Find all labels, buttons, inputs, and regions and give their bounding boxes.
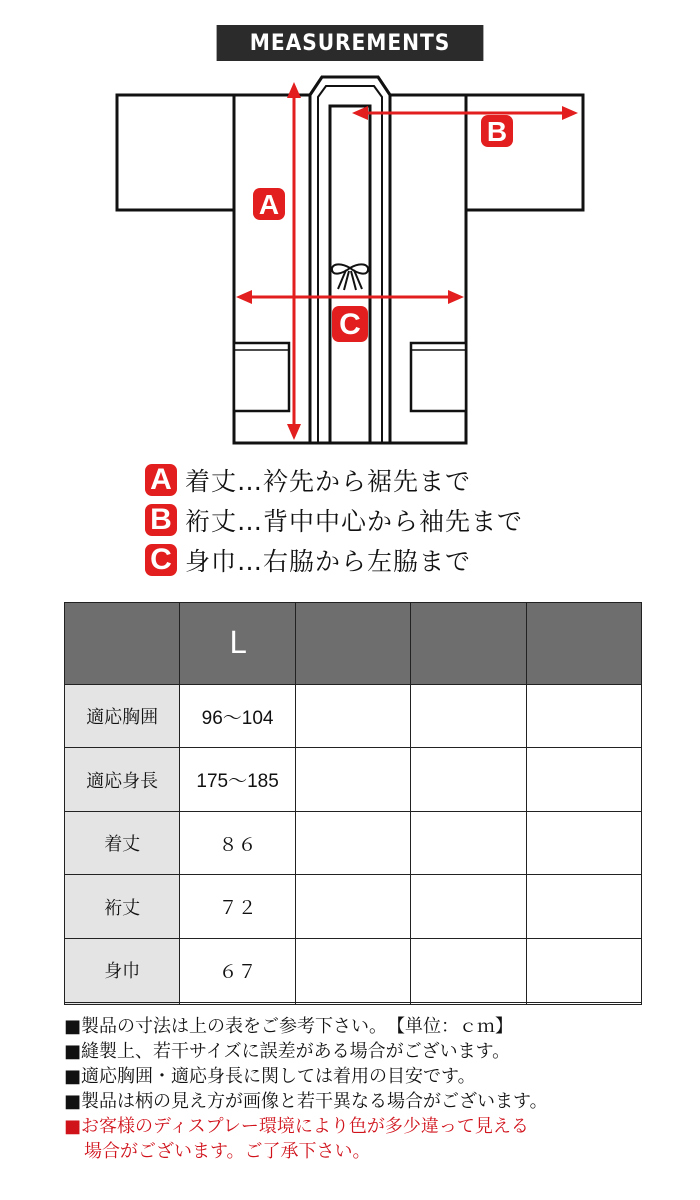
table-cell <box>411 875 526 939</box>
table-cell <box>526 684 641 748</box>
table-cell <box>526 939 641 1003</box>
marker-a <box>253 188 285 220</box>
left-pocket <box>234 343 289 411</box>
table-cell: ７２ <box>180 875 295 939</box>
row-label: 着丈 <box>65 811 180 875</box>
table-cell <box>411 811 526 875</box>
table-row <box>65 684 642 748</box>
header-cell-size-l: L <box>180 603 295 685</box>
table-cell <box>526 748 641 812</box>
table-cell <box>526 811 641 875</box>
table-cell <box>295 939 410 1003</box>
note-tolerance: ■縫製上、若干サイズに誤差がある場合がございます。 <box>64 1041 511 1062</box>
size-table-header <box>65 603 642 685</box>
note-display-color: ■お客様のディスプレー環境により色が多少違って見える <box>64 1116 529 1137</box>
row-label: 裄丈 <box>65 875 180 939</box>
legend-badge-a: A <box>145 464 177 496</box>
notes-section <box>64 1014 694 1164</box>
table-row <box>65 939 642 1003</box>
note-unit: ■製品の寸法は上の表をご参考下さい。 【単位：ｃｍ】 <box>64 1016 514 1037</box>
table-row <box>65 748 642 812</box>
row-label: 身巾 <box>65 939 180 1003</box>
table-cell <box>295 811 410 875</box>
table-row <box>65 875 642 939</box>
table-cell <box>526 875 641 939</box>
legend-item-a <box>145 462 665 498</box>
row-label: 適応胸囲 <box>65 684 180 748</box>
header-cell-4 <box>526 603 641 685</box>
svg-text:B: B <box>486 116 508 147</box>
table-cell <box>526 1002 641 1004</box>
legend-item-c <box>145 542 665 578</box>
svg-text:C: C <box>339 308 361 341</box>
table-cell <box>180 1002 295 1004</box>
note-pattern: ■製品は柄の見え方が画像と若干異なる場合がございます。 <box>64 1091 548 1112</box>
table-cell <box>295 1002 410 1004</box>
measurement-legend <box>145 462 665 582</box>
table-cell <box>411 748 526 812</box>
legend-text-c: 身巾…右脇から左脇まで <box>185 547 472 576</box>
legend-badge-c: C <box>145 544 177 576</box>
row-label <box>65 1002 180 1004</box>
legend-text-a: 着丈…衿先から裾先まで <box>185 467 472 496</box>
note-display-color-cont: 場合がございます。ご了承下さい。 <box>84 1141 371 1162</box>
table-cell <box>295 875 410 939</box>
table-cell <box>295 684 410 748</box>
table-cell: 96〜104 <box>180 684 295 748</box>
table-cell: ６７ <box>180 939 295 1003</box>
legend-item-b <box>145 502 665 538</box>
measurements-header: MEASUREMENTS <box>217 25 484 61</box>
svg-text:A: A <box>258 189 280 220</box>
right-pocket <box>411 343 466 411</box>
table-cell: ８６ <box>180 811 295 875</box>
table-cell <box>411 684 526 748</box>
arrow-a-head-top <box>287 82 301 98</box>
note-fit-guide: ■適応胸囲・適応身長に関しては着用の目安です。 <box>64 1066 476 1087</box>
left-sleeve <box>117 95 234 210</box>
legend-text-b: 裄丈…背中中心から袖先まで <box>185 507 524 536</box>
row-label: 適応身長 <box>65 748 180 812</box>
legend-badge-b: B <box>145 504 177 536</box>
table-cell <box>411 1002 526 1004</box>
header-cell-2 <box>295 603 410 685</box>
marker-c <box>332 306 368 342</box>
garment-diagram <box>0 60 700 450</box>
size-table <box>64 602 642 1005</box>
marker-b <box>481 115 513 147</box>
table-cell: 175〜185 <box>180 748 295 812</box>
header-cell-blank <box>65 603 180 685</box>
header-cell-3 <box>411 603 526 685</box>
table-row <box>65 1002 642 1004</box>
table-cell <box>295 748 410 812</box>
table-cell <box>411 939 526 1003</box>
table-row <box>65 811 642 875</box>
